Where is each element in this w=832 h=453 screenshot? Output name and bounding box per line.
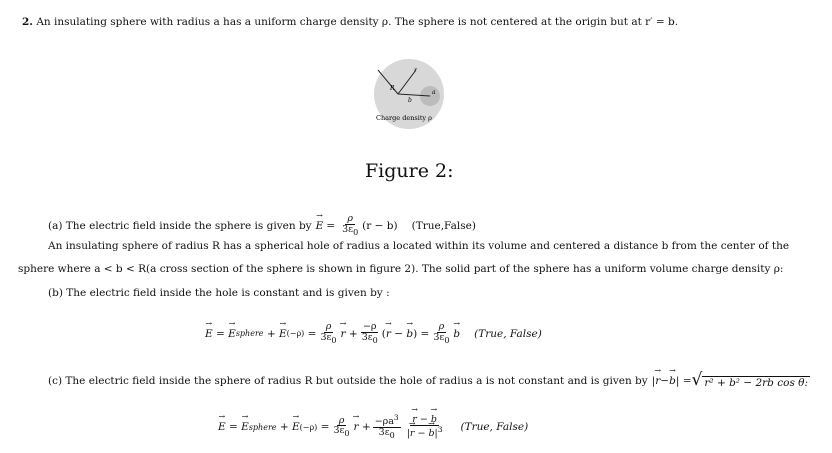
label-b: b bbox=[408, 97, 412, 104]
label-a: a bbox=[432, 89, 436, 96]
part-a-label: (a) The electric field inside the sphere is given by bbox=[48, 219, 312, 232]
label-density: Charge density ρ bbox=[376, 114, 432, 122]
sphere-figure bbox=[364, 58, 454, 130]
part-c-label: (c) The electric field inside the sphere of radius R but outside the hole of radius a is not constant and is given by bbox=[48, 374, 648, 387]
para-line-2: sphere where a < b < R(a cross section of the sphere is shown in figure 2). The solid part of the sphere has a uniform volume charge density ρ: bbox=[18, 263, 784, 275]
problem-number: 2. bbox=[22, 16, 33, 28]
label-R: R bbox=[390, 85, 395, 92]
equation-b: E → = E → sphere + E → (−ρ) = $\frac{\rho}{3\varepsilon_0}$ r → + $\frac{-\rho}{3\varepsilon_0}$ ( r → − b → ) = $\frac{\rho}{3\varepsilon_0}$ b → (True, False) bbox=[205, 322, 542, 345]
part-b-choice: (True, False) bbox=[474, 327, 542, 340]
part-c-choice: (True, False) bbox=[460, 421, 529, 434]
frac-rho-3eps: $\frac{\rho}{3\varepsilon_0}$ bbox=[342, 213, 359, 237]
intro-text: An insulating sphere with radius a has a uniform charge density ρ. The sphere is not centered at the origin but at r′ = b. bbox=[36, 16, 679, 28]
label-r: r bbox=[414, 67, 417, 74]
equation-c: E → = E → sphere + E → (−ρ) = $\frac{\rho}{3\varepsilon_0}$ r → + $\frac{-\rho a^3}{3\varepsilon_0}$ $\frac{r \to - b \to}{|r \to - b \to|^3}$ (True, False) bbox=[218, 414, 528, 440]
figure-caption: Figure 2: bbox=[365, 160, 454, 182]
part-a: (a) The electric field inside the sphere is given by E → = $\frac{\rho}{3\varepsilon_0}$ (r − b) (True,False) bbox=[48, 214, 476, 237]
problem-intro bbox=[22, 16, 678, 28]
part-b-label: (b) The electric field inside the hole is constant and is given by : bbox=[48, 287, 390, 299]
para-line-1: An insulating sphere of radius R has a spherical hole of radius a located within its volume and centered a distance b from the center of the bbox=[48, 240, 790, 252]
part-c: (c) The electric field inside the sphere of radius R but outside the hole of radius a is not constant and is given by |r →−b →| = √ r² + b² − 2rb cos θ: bbox=[48, 372, 810, 389]
part-a-choice: (True,False) bbox=[411, 219, 476, 232]
sqrt-expression: √ r² + b² − 2rb cos θ: bbox=[691, 370, 809, 390]
part-a-tail: (r − b) bbox=[362, 219, 398, 232]
